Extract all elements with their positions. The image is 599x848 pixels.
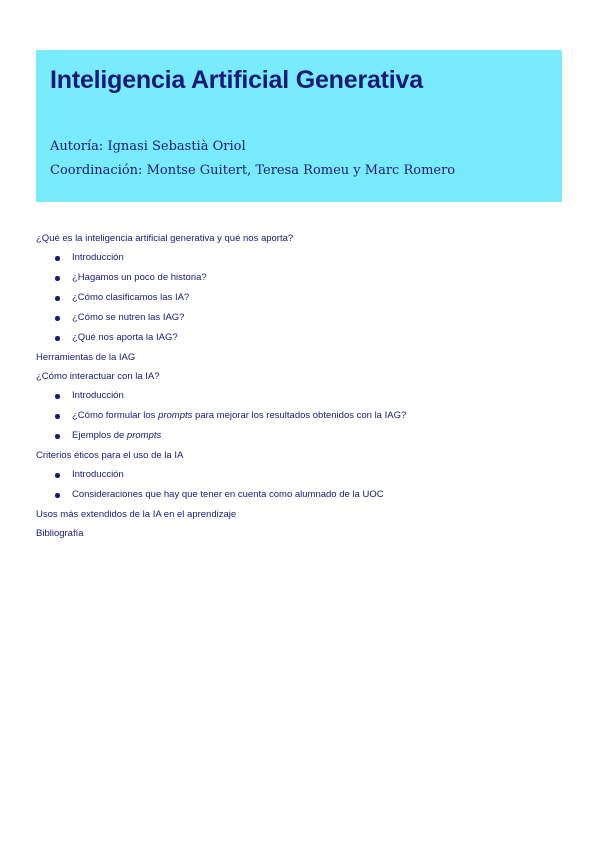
bullet-icon xyxy=(55,316,60,321)
toc-section xyxy=(36,367,576,446)
toc-section xyxy=(36,505,576,524)
bullet-icon xyxy=(55,296,60,301)
toc-subsection-item xyxy=(36,308,576,328)
toc-subsection-item xyxy=(36,328,576,348)
toc-subsection-list xyxy=(36,248,576,348)
toc-section-link[interactable]: ¿Cómo interactuar con la IA? xyxy=(36,371,160,382)
coordination-line: Coordinación: Montse Guitert, Teresa Romeu y Marc Romero xyxy=(50,163,456,178)
toc-subsection-item xyxy=(36,288,576,308)
bullet-icon xyxy=(55,394,60,399)
link-text: para mejorar los resultados obtenidos con la IAG? xyxy=(192,410,407,421)
toc-section-link[interactable]: Criterios éticos para el uso de la IA xyxy=(36,450,184,461)
toc-subsection-item xyxy=(36,268,576,288)
bullet-icon xyxy=(55,473,60,478)
title-banner xyxy=(36,50,562,202)
toc-subsection-list xyxy=(36,386,576,446)
toc-subsection-link[interactable]: ¿Cómo se nutren las IAG? xyxy=(72,312,185,323)
bullet-icon xyxy=(55,256,60,261)
bullet-icon xyxy=(55,434,60,439)
toc-section-link[interactable]: ¿Qué es la inteligencia artificial generativa y qué nos aporta? xyxy=(36,233,294,244)
link-text: Ejemplos de xyxy=(72,430,127,441)
toc-subsection-link[interactable]: Consideraciones que hay que tener en cuenta como alumnado de la UOC xyxy=(72,489,384,500)
toc-subsection-link[interactable] xyxy=(72,410,406,421)
author-line: Autoría: Ignasi Sebastià Oriol xyxy=(50,139,246,154)
toc-subsection-link[interactable]: ¿Hagamos un poco de historia? xyxy=(72,272,207,283)
link-text: ¿Cómo formular los xyxy=(72,410,159,421)
table-of-contents xyxy=(36,229,576,543)
toc-subsection-item xyxy=(36,426,576,446)
toc-subsection-link[interactable] xyxy=(72,430,161,441)
toc-subsection-link[interactable]: Introducción xyxy=(72,469,124,480)
link-text-emphasis: prompts xyxy=(126,430,162,441)
toc-section-link[interactable]: Usos más extendidos de la IA en el aprendizaje xyxy=(36,509,237,520)
document-title: Inteligencia Artificial Generativa xyxy=(50,66,423,94)
toc-subsection-link[interactable]: ¿Cómo clasificamos las IA? xyxy=(72,292,190,303)
toc-subsection-item xyxy=(36,465,576,485)
toc-section-link[interactable]: Bibliografía xyxy=(36,528,84,539)
bullet-icon xyxy=(55,414,60,419)
bullet-icon xyxy=(55,336,60,341)
toc-section xyxy=(36,446,576,505)
toc-section xyxy=(36,229,576,348)
toc-subsection-item xyxy=(36,406,576,426)
toc-section xyxy=(36,524,576,543)
bullet-icon xyxy=(55,493,60,498)
toc-subsection-item xyxy=(36,386,576,406)
link-text-emphasis: prompts xyxy=(158,410,193,421)
toc-subsection-link[interactable]: Introducción xyxy=(72,252,124,263)
toc-subsection-list xyxy=(36,465,576,505)
toc-subsection-item xyxy=(36,248,576,268)
bullet-icon xyxy=(55,276,60,281)
toc-subsection-item xyxy=(36,485,576,505)
toc-subsection-link[interactable]: Introducción xyxy=(72,390,124,401)
toc-section-link[interactable]: Herramientas de la IAG xyxy=(36,352,136,363)
toc-section xyxy=(36,348,576,367)
toc-subsection-link[interactable]: ¿Qué nos aporta la IAG? xyxy=(72,332,178,343)
